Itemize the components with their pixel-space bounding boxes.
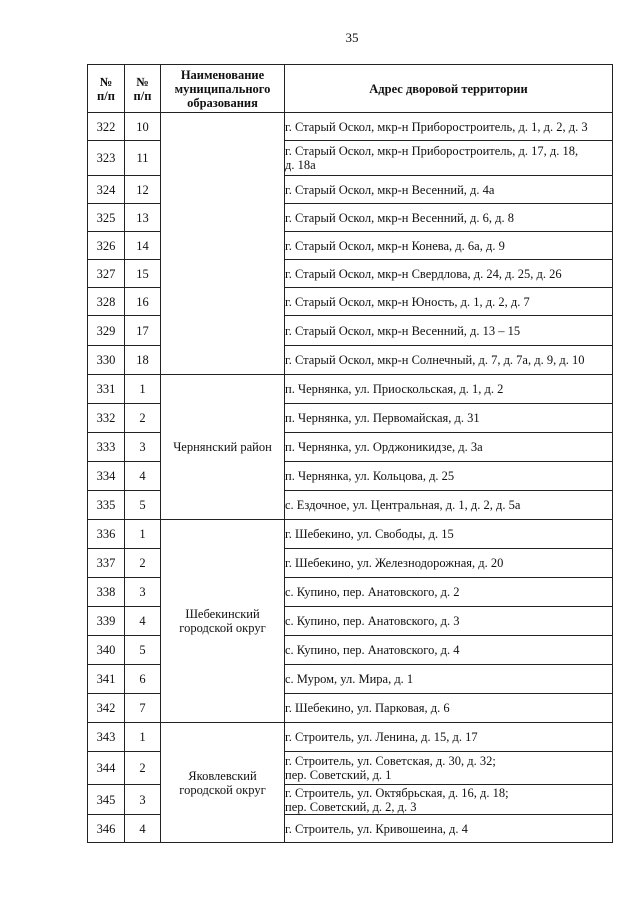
address-cell: г. Старый Оскол, мкр-н Юность, д. 1, д. 2, д. 7 [285, 288, 613, 316]
table-body [88, 113, 613, 843]
row-group-number: 2 [125, 549, 161, 578]
row-number: 324 [88, 176, 125, 204]
row-group-number: 4 [125, 607, 161, 636]
row-group-number: 2 [125, 404, 161, 433]
row-group-number: 3 [125, 433, 161, 462]
row-number: 323 [88, 141, 125, 176]
row-number: 326 [88, 232, 125, 260]
row-group-number: 1 [125, 375, 161, 404]
row-number: 322 [88, 113, 125, 141]
address-cell: г. Старый Оскол, мкр-н Солнечный, д. 7, д. 7а, д. 9, д. 10 [285, 346, 613, 375]
address-cell: с. Муром, ул. Мира, д. 1 [285, 665, 613, 694]
address-cell: с. Купино, пер. Анатовского, д. 3 [285, 607, 613, 636]
address-cell: п. Чернянка, ул. Кольцова, д. 25 [285, 462, 613, 491]
address-cell: п. Чернянка, ул. Орджоникидзе, д. 3а [285, 433, 613, 462]
row-group-number: 4 [125, 462, 161, 491]
municipality-cell: Шебекинский городской округ [161, 520, 285, 723]
row-group-number: 2 [125, 752, 161, 785]
row-number: 327 [88, 260, 125, 288]
row-number: 339 [88, 607, 125, 636]
row-number: 337 [88, 549, 125, 578]
address-cell: г. Строитель, ул. Ленина, д. 15, д. 17 [285, 723, 613, 752]
address-cell: г. Старый Оскол, мкр-н Приборостроитель, д. 1, д. 2, д. 3 [285, 113, 613, 141]
address-cell: г. Шебекино, ул. Парковая, д. 6 [285, 694, 613, 723]
table-row [88, 375, 613, 404]
row-group-number: 13 [125, 204, 161, 232]
address-cell: п. Чернянка, ул. Приоскольская, д. 1, д. 2 [285, 375, 613, 404]
address-cell: г. Строитель, ул. Октябрьская, д. 16, д. 18; пер. Советский, д. 2, д. 3 [285, 785, 613, 815]
row-number: 335 [88, 491, 125, 520]
row-number: 330 [88, 346, 125, 375]
row-number: 336 [88, 520, 125, 549]
row-number: 344 [88, 752, 125, 785]
header-number: № п/п [88, 65, 125, 113]
address-cell: г. Старый Оскол, мкр-н Свердлова, д. 24, д. 25, д. 26 [285, 260, 613, 288]
row-number: 331 [88, 375, 125, 404]
row-group-number: 4 [125, 815, 161, 843]
municipality-cell [161, 113, 285, 375]
address-table [87, 64, 613, 843]
row-group-number: 11 [125, 141, 161, 176]
row-number: 333 [88, 433, 125, 462]
header-group-number: № п/п [125, 65, 161, 113]
table-row [88, 723, 613, 752]
row-group-number: 16 [125, 288, 161, 316]
row-number: 346 [88, 815, 125, 843]
page-number: 35 [345, 30, 359, 45]
row-number: 338 [88, 578, 125, 607]
row-group-number: 3 [125, 578, 161, 607]
row-number: 325 [88, 204, 125, 232]
address-cell: г. Старый Оскол, мкр-н Приборостроитель, д. 17, д. 18, д. 18а [285, 141, 613, 176]
address-cell: с. Ездочное, ул. Центральная, д. 1, д. 2, д. 5а [285, 491, 613, 520]
row-number: 345 [88, 785, 125, 815]
address-cell: г. Старый Оскол, мкр-н Весенний, д. 6, д. 8 [285, 204, 613, 232]
address-cell: г. Строитель, ул. Кривошеина, д. 4 [285, 815, 613, 843]
address-cell: п. Чернянка, ул. Первомайская, д. 31 [285, 404, 613, 433]
table-row [88, 113, 613, 141]
row-number: 343 [88, 723, 125, 752]
address-cell: с. Купино, пер. Анатовского, д. 4 [285, 636, 613, 665]
address-cell: г. Старый Оскол, мкр-н Весенний, д. 4а [285, 176, 613, 204]
row-group-number: 7 [125, 694, 161, 723]
row-group-number: 12 [125, 176, 161, 204]
header-address: Адрес дворовой территории [285, 65, 613, 113]
row-group-number: 1 [125, 520, 161, 549]
address-cell: с. Купино, пер. Анатовского, д. 2 [285, 578, 613, 607]
row-group-number: 14 [125, 232, 161, 260]
table-header-row [88, 65, 613, 113]
row-group-number: 6 [125, 665, 161, 694]
municipality-cell: Яковлевский городской округ [161, 723, 285, 843]
row-group-number: 17 [125, 316, 161, 346]
row-group-number: 5 [125, 636, 161, 665]
municipality-cell: Чернянский район [161, 375, 285, 520]
row-group-number: 10 [125, 113, 161, 141]
row-group-number: 15 [125, 260, 161, 288]
row-group-number: 5 [125, 491, 161, 520]
address-cell: г. Старый Оскол, мкр-н Весенний, д. 13 – 15 [285, 316, 613, 346]
row-group-number: 1 [125, 723, 161, 752]
header-municipality: Наименование муниципального образования [161, 65, 285, 113]
row-number: 334 [88, 462, 125, 491]
address-cell: г. Шебекино, ул. Железнодорожная, д. 20 [285, 549, 613, 578]
row-group-number: 18 [125, 346, 161, 375]
row-number: 332 [88, 404, 125, 433]
address-cell: г. Строитель, ул. Советская, д. 30, д. 32; пер. Советский, д. 1 [285, 752, 613, 785]
address-cell: г. Старый Оскол, мкр-н Конева, д. 6а, д. 9 [285, 232, 613, 260]
address-cell: г. Шебекино, ул. Свободы, д. 15 [285, 520, 613, 549]
table-row [88, 520, 613, 549]
row-number: 340 [88, 636, 125, 665]
row-number: 341 [88, 665, 125, 694]
row-number: 328 [88, 288, 125, 316]
row-number: 329 [88, 316, 125, 346]
row-group-number: 3 [125, 785, 161, 815]
row-number: 342 [88, 694, 125, 723]
